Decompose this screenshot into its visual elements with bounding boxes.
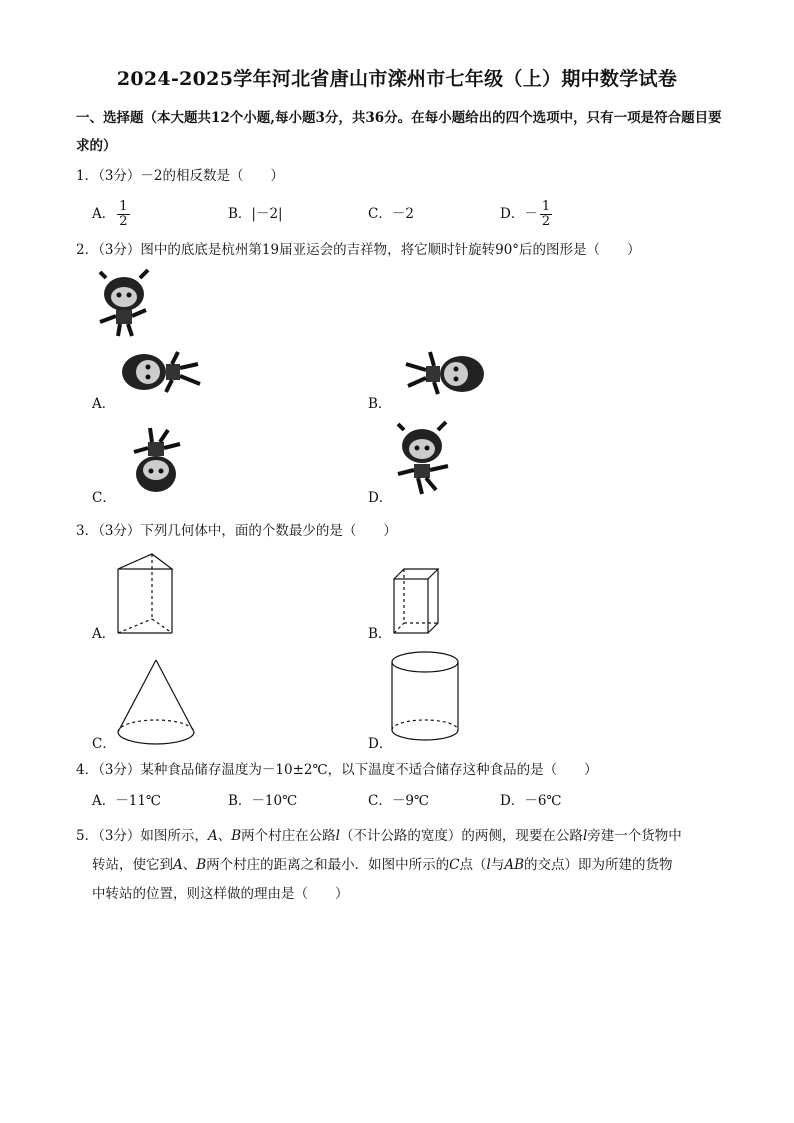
q2-option-c-label[interactable]: C． xyxy=(92,490,116,506)
question-2-stem: 2．（3分）图中的底底是杭州第19届亚运会的吉祥物，将它顺时针旋转90°后的图形是（ ） xyxy=(76,242,641,258)
triangular-prism-image[interactable] xyxy=(116,553,174,637)
q4-option-a[interactable]: A．－11℃ xyxy=(92,793,162,809)
q1-option-a[interactable] xyxy=(92,200,130,229)
q2-option-b-label[interactable]: B． xyxy=(368,396,392,412)
mascot-option-d-image[interactable] xyxy=(392,420,458,500)
question-5-stem xyxy=(76,822,736,909)
q1-option-b[interactable]: B．|－2| xyxy=(228,206,283,222)
q3-option-d-label[interactable]: D． xyxy=(368,736,393,752)
q1-option-d-fraction: $\frac{1}{2}$ xyxy=(541,199,551,229)
q5-line-1: 5．（3分）如图所示，A、B两个村庄在公路l（不计公路的宽度）的两侧，现要在公路l旁建一个货物中 xyxy=(76,828,682,844)
q4-option-b[interactable]: B．－10℃ xyxy=(228,793,298,809)
question-4-stem: 4．（3分）某种食品储存温度为－10±2℃，以下温度不适合储存这种食品的是（ ） xyxy=(76,762,598,778)
mascot-option-a-image[interactable] xyxy=(118,348,208,398)
q1-option-d-label: D．－ xyxy=(500,206,538,222)
page-title: 2024-2025学年河北省唐山市滦州市七年级（上）期中数学试卷 xyxy=(116,68,678,90)
q4-option-c[interactable]: C．－9℃ xyxy=(368,793,430,809)
q1-option-a-label: A． xyxy=(92,206,116,222)
cone-image[interactable] xyxy=(116,658,198,750)
q3-option-b-label[interactable]: B． xyxy=(368,626,392,642)
question-1-stem: 1．（3分）－2的相反数是（ ） xyxy=(76,168,285,184)
mascot-original-image xyxy=(96,270,156,340)
cylinder-image[interactable] xyxy=(390,650,462,744)
q1-option-d[interactable] xyxy=(500,200,552,229)
question-3-stem: 3．（3分）下列几何体中，面的个数最少的是（ ） xyxy=(76,523,397,539)
q4-option-d[interactable]: D．－6℃ xyxy=(500,793,562,809)
mascot-option-c-image[interactable] xyxy=(124,424,190,500)
q5-line-2: 转站，使它到A、B两个村庄的距离之和最小．如图中所示的C点（l与AB的交点）即为所建的货物 xyxy=(92,857,673,873)
q2-option-d-label[interactable]: D． xyxy=(368,490,393,506)
q3-option-c-label[interactable]: C． xyxy=(92,736,116,752)
mascot-option-b-image[interactable] xyxy=(394,346,490,398)
q2-option-a-label[interactable]: A． xyxy=(92,396,116,412)
q3-option-a-label[interactable]: A． xyxy=(92,626,116,642)
cuboid-image[interactable] xyxy=(392,567,440,635)
q1-option-a-fraction: $\frac{1}{2}$ xyxy=(119,199,128,229)
q5-line-3: 中转站的位置，则这样做的理由是（ ） xyxy=(92,886,349,902)
q1-option-c[interactable]: C．－2 xyxy=(368,206,414,222)
section-heading: 一、选择题（本大题共12个小题,每小题3分，共36分。在每小题给出的四个选项中，只有一项是符合题目要求的） xyxy=(76,110,722,154)
